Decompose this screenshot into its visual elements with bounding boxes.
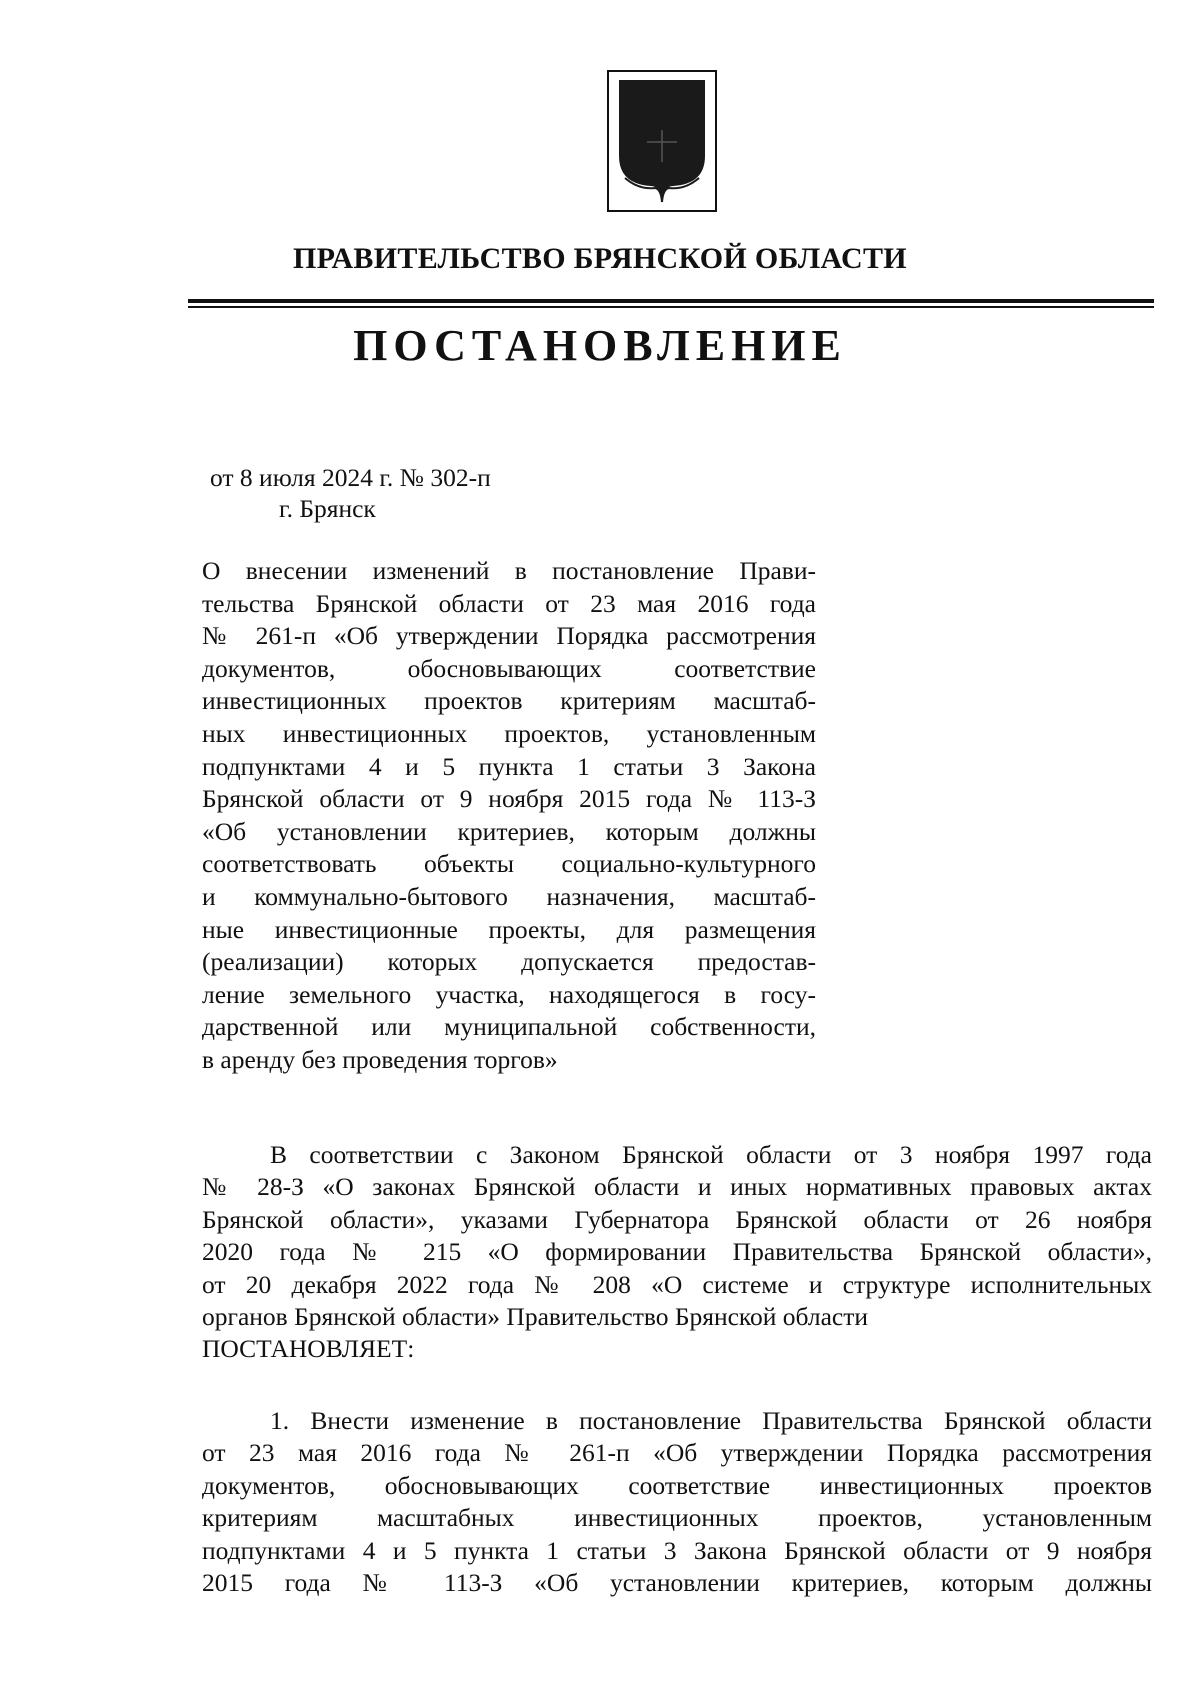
subject-line: инвестиционных проектов критериям масштаб-	[202, 686, 816, 716]
city-line: г. Брянск	[279, 494, 376, 523]
item-1-line: от 23 мая 2016 года № 261-п «Об утверждении Порядка рассмотрения	[202, 1438, 1152, 1468]
date-number-line: от 8 июля 2024 г. № 302-п	[210, 463, 491, 492]
document-subject	[202, 555, 816, 1077]
item-1-paragraph	[202, 1405, 1152, 1599]
item-1-line: 2015 года № 113-З «Об установлении критериев, которым должны	[202, 1568, 1152, 1598]
document-type: ПОСТАНОВЛЕНИЕ	[353, 321, 847, 370]
subject-line: № 261-п «Об утверждении Порядка рассмотрения	[202, 621, 816, 651]
subject-line: О внесении изменений в постановление Прави-	[202, 556, 816, 585]
subject-line: Брянской области от 9 ноября 2015 года № 113-З	[202, 784, 816, 814]
preamble-line: от 20 декабря 2022 года № 208 «О системе и структуре исполнительных	[202, 1269, 1152, 1299]
subject-line: ление земельного участка, находящегося в госу-	[202, 979, 816, 1009]
item-1-line: подпунктами 4 и 5 пункта 1 статьи 3 Закона Брянской области от 9 ноября	[202, 1535, 1152, 1565]
preamble-line: органов Брянской области» Правительство Брянской области	[202, 1302, 869, 1332]
preamble-paragraph	[202, 1139, 1152, 1366]
preamble-line: 2020 года № 215 «О формировании Правительства Брянской области»,	[202, 1237, 1152, 1267]
subject-line: (реализации) которых допускается предостав-	[202, 947, 816, 977]
preamble-line: В соответствии с Законом Брянской области от 3 ноября 1997 года	[270, 1140, 1152, 1169]
subject-line: соответствовать объекты социально-культурного	[202, 849, 816, 879]
subject-line: тельства Брянской области от 23 мая 2016 года	[202, 588, 816, 618]
government-name: ПРАВИТЕЛЬСТВО БРЯНСКОЙ ОБЛАСТИ	[293, 242, 907, 275]
subject-line: подпунктами 4 и 5 пункта 1 статьи 3 Закона	[202, 751, 816, 781]
subject-line: и коммунально-бытового назначения, масштаб-	[202, 881, 816, 911]
subject-line: ные инвестиционные проекты, для размещения	[202, 914, 816, 944]
header-rule-thick	[188, 299, 1154, 303]
preamble-line: № 28-З «О законах Брянской области и иных нормативных правовых актах	[202, 1172, 1152, 1202]
resolution-word: ПОСТАНОВЛЯЕТ:	[202, 1334, 415, 1364]
coat-of-arms-icon	[607, 70, 717, 212]
item-1-line: документов, обосновывающих соответствие инвестиционных проектов	[202, 1470, 1152, 1500]
subject-line: дарственной или муниципальной собственности,	[202, 1012, 816, 1042]
subject-line: ных инвестиционных проектов, установленным	[202, 718, 816, 748]
header-rule-thin	[188, 306, 1154, 308]
subject-line: документов, обосновывающих соответствие	[202, 653, 816, 683]
subject-line: в аренду без проведения торгов»	[202, 1044, 558, 1074]
subject-line: «Об установлении критериев, которым должны	[202, 816, 816, 846]
item-1-line: критериям масштабных инвестиционных проектов, установленным	[202, 1503, 1152, 1533]
preamble-line: Брянской области», указами Губернатора Брянской области от 26 ноября	[202, 1204, 1152, 1234]
item-1-line: 1. Внести изменение в постановление Правительства Брянской области	[270, 1406, 1152, 1435]
